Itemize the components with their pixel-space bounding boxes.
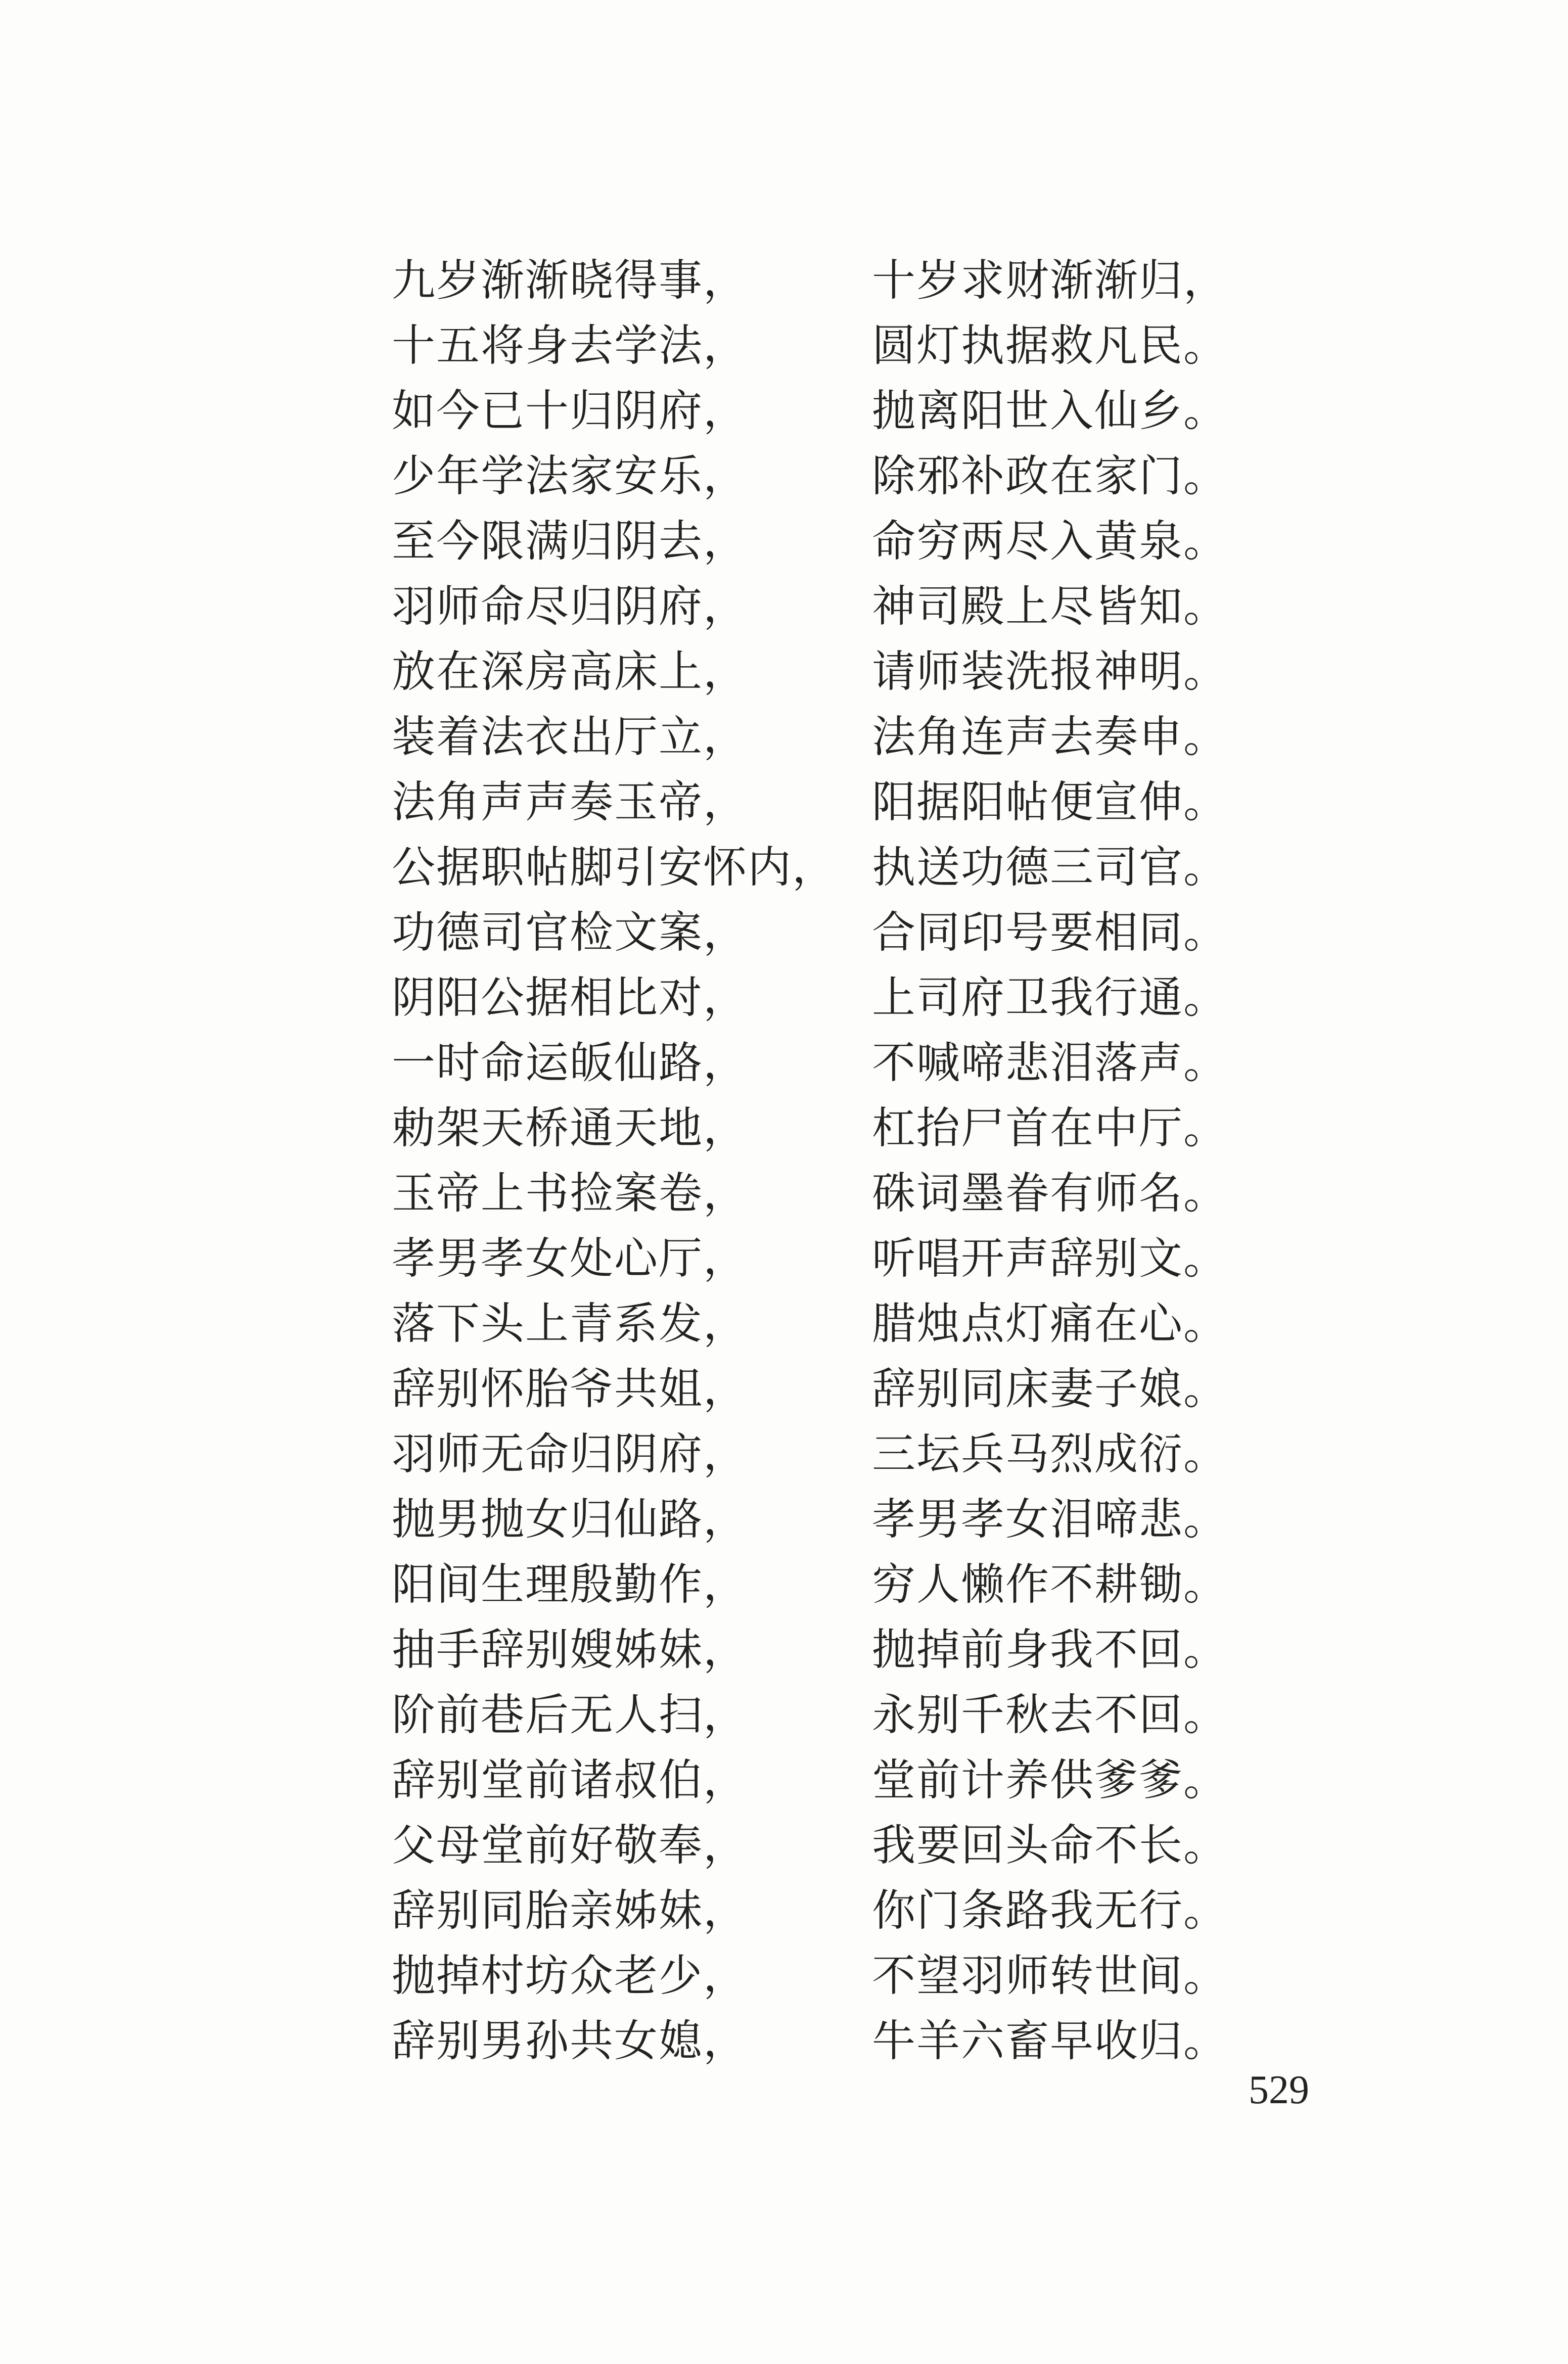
- verse-right: 抛离阳世入仙乡。: [872, 386, 1228, 436]
- verse-right: 堂前计养供爹爹。: [872, 1755, 1228, 1805]
- verse-right: 听唱开声辞别文。: [872, 1233, 1228, 1284]
- verse-line: [0, 443, 1568, 509]
- verse-right: 穷人懒作不耕锄。: [872, 1559, 1228, 1610]
- verse-right: 三坛兵马烈成衍。: [872, 1429, 1228, 1479]
- verse-left: 阳间生理殷勤作，: [392, 1559, 748, 1610]
- verse-line: [0, 1226, 1568, 1291]
- verse-left: 羽师命尽归阴府，: [392, 581, 748, 632]
- verse-line: [0, 835, 1568, 900]
- verse-left: 辞别男孙共女媳，: [392, 2016, 748, 2066]
- verse-right: 你门条路我无行。: [872, 1885, 1228, 1936]
- verse-left: 抛男抛女归仙路，: [392, 1494, 748, 1545]
- verse-right: 杠抬尸首在中厅。: [872, 1103, 1228, 1153]
- verse-left: 勅架天桥通天地，: [392, 1103, 748, 1153]
- verse-left: 辞别怀胎爷共姐，: [392, 1364, 748, 1414]
- verse-left: 玉帝上书捡案卷，: [392, 1168, 748, 1219]
- verse-right: 上司府卫我行通。: [872, 972, 1228, 1023]
- verse-line: [0, 1552, 1568, 1617]
- verse-left: 抽手辞别嫂姊妹，: [392, 1625, 748, 1675]
- verse-right: 永别千秋去不回。: [872, 1690, 1228, 1740]
- verse-right: 圆灯执据救凡民。: [872, 320, 1228, 371]
- verse-left: 公据职帖脚引安怀内，: [392, 842, 837, 893]
- verse-line: [0, 2008, 1568, 2074]
- verse-right: 辞别同床妻子娘。: [872, 1364, 1228, 1414]
- verse-right: 不望羽师转世间。: [872, 1951, 1228, 2001]
- verse-line: [0, 1682, 1568, 1748]
- verse-left: 抛掉村坊众老少，: [392, 1951, 748, 2001]
- verse-left: 装着法衣出厅立，: [392, 712, 748, 762]
- verse-right: 合同印号要相同。: [872, 907, 1228, 958]
- verse-left: 辞别同胎亲姊妹，: [392, 1885, 748, 1936]
- verse-left: 法角声声奏玉帝，: [392, 777, 748, 827]
- verse-right: 十岁求财渐渐归，: [872, 255, 1228, 306]
- verse-line: [0, 1813, 1568, 1878]
- verse-right: 神司殿上尽皆知。: [872, 581, 1228, 632]
- verse-left: 十五将身去学法，: [392, 320, 748, 371]
- verse-right: 抛掉前身我不回。: [872, 1625, 1228, 1675]
- verse-left: 孝男孝女处心厅，: [392, 1233, 748, 1284]
- verse-line: [0, 704, 1568, 770]
- verse-right: 腊烛点灯痛在心。: [872, 1299, 1228, 1349]
- verse-left: 一时命运皈仙路，: [392, 1038, 748, 1088]
- verse-line: [0, 900, 1568, 965]
- page-number: 529: [1249, 2068, 1309, 2112]
- verse-right: 阳据阳帖便宣伸。: [872, 777, 1228, 827]
- verse-right: 我要回头命不长。: [872, 1820, 1228, 1871]
- verse-left: 放在深房高床上，: [392, 646, 748, 697]
- verse-line: [0, 1030, 1568, 1096]
- verse-left: 羽师无命归阴府，: [392, 1429, 748, 1479]
- verse-line: [0, 1943, 1568, 2009]
- verse-right: 除邪补政在家门。: [872, 451, 1228, 501]
- verse-line: [0, 378, 1568, 444]
- verse-line: [0, 769, 1568, 835]
- verse-right: 请师装洗报神明。: [872, 646, 1228, 697]
- verse-line: [0, 1161, 1568, 1226]
- verse-right: 执送功德三司官。: [872, 842, 1228, 893]
- verse-right: 硃词墨眷有师名。: [872, 1168, 1228, 1219]
- verse-right: 牛羊六畜早收归。: [872, 2016, 1228, 2066]
- verse-line: [0, 508, 1568, 574]
- verse-left: 辞别堂前诸叔伯，: [392, 1755, 748, 1805]
- verse-left: 功德司官检文案，: [392, 907, 748, 958]
- verse-left: 如今已十归阴府，: [392, 386, 748, 436]
- verse-line: [0, 313, 1568, 379]
- verse-left: 阶前巷后无人扫，: [392, 1690, 748, 1740]
- verse-line: [0, 1421, 1568, 1487]
- verse-line: [0, 639, 1568, 705]
- verse-line: [0, 1878, 1568, 1943]
- verse-right: 孝男孝女泪啼悲。: [872, 1494, 1228, 1545]
- verse-line: [0, 1487, 1568, 1552]
- verse-right: 法角连声去奏申。: [872, 712, 1228, 762]
- verse-left: 父母堂前好敬奉，: [392, 1820, 748, 1871]
- verse-line: [0, 574, 1568, 639]
- verse-line: [0, 1356, 1568, 1422]
- verse-left: 九岁渐渐晓得事，: [392, 255, 748, 306]
- verse-line: [0, 1617, 1568, 1683]
- verse-line: [0, 965, 1568, 1031]
- verse-line: [0, 248, 1568, 313]
- verse-left: 少年学法家安乐，: [392, 451, 748, 501]
- verse-right: 不喊啼悲泪落声。: [872, 1038, 1228, 1088]
- verse-right: 命穷两尽入黄泉。: [872, 516, 1228, 567]
- verse-left: 至今限满归阴去，: [392, 516, 748, 567]
- verse-line: [0, 1291, 1568, 1357]
- verse-line: [0, 1747, 1568, 1813]
- verse-left: 落下头上青系发，: [392, 1299, 748, 1349]
- verse-left: 阴阳公据相比对，: [392, 972, 748, 1023]
- verse-line: [0, 1095, 1568, 1161]
